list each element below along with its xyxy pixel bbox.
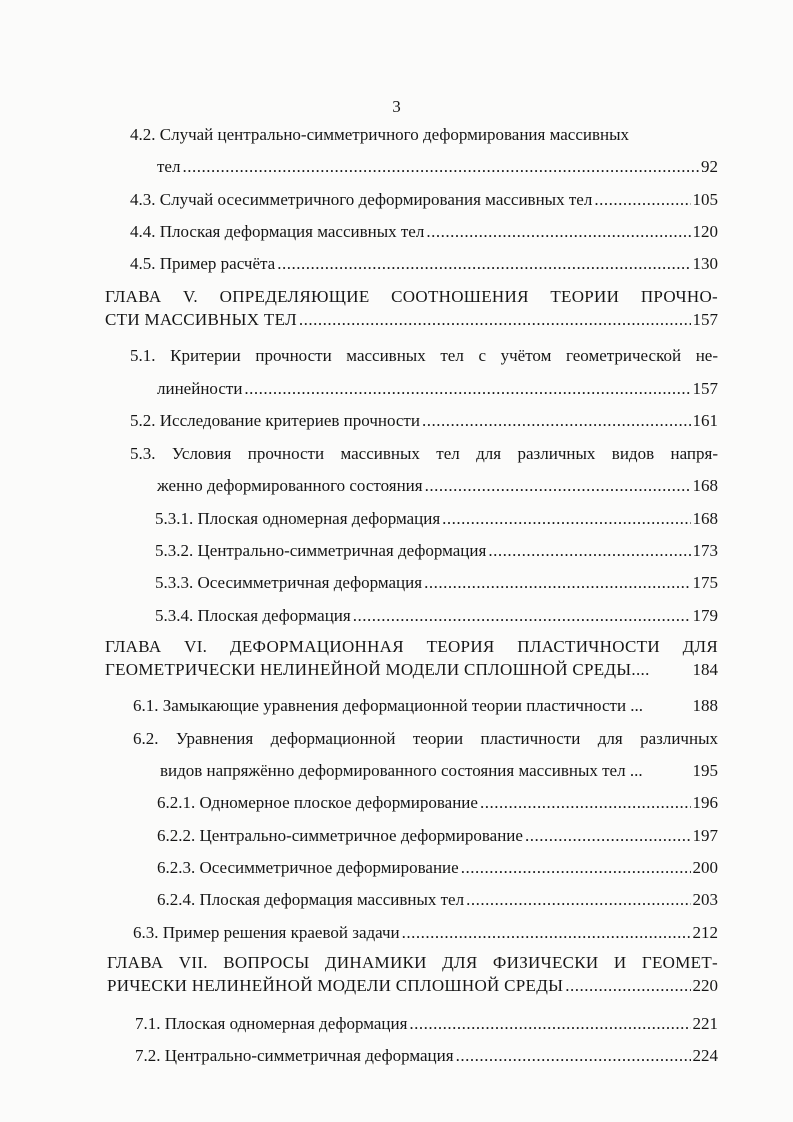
toc-chapter-5-line1: ГЛАВА V. ОПРЕДЕЛЯЮЩИЕ СООТНОШЕНИЯ ТЕОРИИ ПРОЧНО- (105, 287, 718, 306)
toc-entry-5-3-3[interactable] (155, 572, 718, 594)
toc-page-number: 175 (692, 573, 718, 592)
toc-entry-4-2-line1: 4.2. Случай центрально-симметричного деформирования массивных (130, 125, 630, 144)
toc-chapter-6[interactable] (105, 659, 718, 681)
dot-leader (182, 156, 699, 178)
toc-entry-title: 4.3. Случай осесимметричного деформирования массивных тел (130, 190, 593, 209)
toc-entry-title: 5.2. Исследование критериев прочности (130, 411, 420, 430)
toc-entry-title: 6.2.2. Центрально-симметричное деформирование (157, 826, 523, 845)
toc-page-number: 168 (692, 476, 718, 495)
toc-entry-4-2[interactable] (157, 156, 718, 178)
dot-leader (565, 975, 690, 997)
toc-entry-title: 6.2.1. Одномерное плоское деформирование (157, 793, 478, 812)
toc-page-number: 105 (692, 190, 718, 209)
toc-page-number: 212 (692, 923, 718, 942)
toc-entry-5-1-line1: 5.1. Критерии прочности массивных тел с учётом геометрической не- (130, 346, 718, 365)
dot-leader (402, 922, 691, 944)
toc-page-number: 224 (692, 1046, 718, 1065)
toc-entry-4-4[interactable] (130, 221, 718, 243)
dot-leader (442, 508, 690, 530)
toc-chapter-7-line1: ГЛАВА VII. ВОПРОСЫ ДИНАМИКИ ДЛЯ ФИЗИЧЕСКИ И ГЕОМЕТ- (107, 953, 718, 972)
toc-page-number: 195 (692, 761, 718, 780)
toc-entry-5-1[interactable] (157, 378, 718, 400)
toc-page-number: 203 (692, 890, 718, 909)
toc-entry-6-2-4[interactable] (157, 889, 718, 911)
toc-page-number: 184 (692, 660, 718, 679)
toc-chapter-7[interactable] (107, 975, 718, 997)
dot-leader (244, 378, 690, 400)
toc-entry-6-2-line1: 6.2. Уравнения деформационной теории пластичности для различных (133, 729, 718, 748)
toc-entry-5-2[interactable] (130, 410, 718, 432)
toc-entry-4-5[interactable] (130, 253, 718, 275)
toc-page-number: 196 (692, 793, 718, 812)
toc-entry-title: 7.2. Центрально-симметричная деформация (135, 1046, 454, 1065)
toc-chapter-5[interactable] (105, 309, 718, 331)
toc-entry-title: 6.2.4. Плоская деформация массивных тел (157, 890, 465, 909)
toc-entry-4-3[interactable] (130, 189, 718, 211)
toc-page-number: 168 (692, 509, 718, 528)
toc-entry-5-3-1[interactable] (155, 508, 718, 530)
toc-entry-7-2[interactable] (135, 1045, 718, 1067)
toc-entry-title: 6.1. Замыкающие уравнения деформационной теории пластичности ... (133, 696, 644, 715)
toc-entry-title: тел (157, 157, 181, 176)
dot-leader (277, 253, 690, 275)
toc-entry-5-3-4[interactable] (155, 605, 718, 627)
toc-entry-title: ГЕОМЕТРИЧЕСКИ НЕЛИНЕЙНОЙ МОДЕЛИ СПЛОШНОЙ СРЕДЫ.... (105, 660, 650, 679)
toc-entry-title: 5.3.4. Плоская деформация (155, 606, 351, 625)
toc-entry-6-2[interactable] (160, 760, 718, 782)
toc-page-number: 92 (701, 157, 718, 176)
toc-entry-title: 4.5. Пример расчёта (130, 254, 276, 273)
toc-entry-title: 5.3.3. Осесимметричная деформация (155, 573, 423, 592)
toc-chapter-6-line1: ГЛАВА VI. ДЕФОРМАЦИОННАЯ ТЕОРИЯ ПЛАСТИЧНОСТИ ДЛЯ (105, 637, 718, 656)
dot-leader (424, 572, 690, 594)
toc-page-number: 197 (692, 826, 718, 845)
toc-page-number: 179 (692, 606, 718, 625)
dot-leader (461, 857, 691, 879)
toc-entry-title: женно деформированного состояния (157, 476, 423, 495)
dot-leader (525, 825, 691, 847)
toc-entry-title: 4.4. Плоская деформация массивных тел (130, 222, 425, 241)
dot-leader (426, 221, 690, 243)
toc-page-number: 157 (692, 379, 718, 398)
toc-entry-5-3-line1: 5.3. Условия прочности массивных тел для различных видов напря- (130, 444, 718, 463)
toc-entry-title: СТИ МАССИВНЫХ ТЕЛ (105, 310, 297, 329)
page-number: 3 (392, 97, 401, 116)
toc-page-number: 120 (692, 222, 718, 241)
toc-entry-6-3[interactable] (133, 922, 718, 944)
toc-page-number: 173 (692, 541, 718, 560)
toc-entry-6-2-1[interactable] (157, 792, 718, 814)
toc-page-number: 188 (692, 696, 718, 715)
toc-page-number: 130 (692, 254, 718, 273)
toc-entry-title: 6.3. Пример решения краевой задачи (133, 923, 400, 942)
toc-entry-6-1[interactable] (133, 695, 718, 717)
dot-leader (353, 605, 691, 627)
toc-entry-6-2-2[interactable] (157, 825, 718, 847)
dot-leader (456, 1045, 691, 1067)
dot-leader (422, 410, 691, 432)
dot-leader (299, 309, 691, 331)
dot-leader (480, 792, 691, 814)
toc-entry-title: РИЧЕСКИ НЕЛИНЕЙНОЙ МОДЕЛИ СПЛОШНОЙ СРЕДЫ (107, 976, 564, 995)
dot-leader (466, 889, 690, 911)
toc-page-number: 161 (692, 411, 718, 430)
toc-entry-title: 6.2.3. Осесимметричное деформирование (157, 858, 459, 877)
toc-entry-title: 7.1. Плоская одномерная деформация (135, 1014, 408, 1033)
toc-entry-title: линейности (157, 379, 243, 398)
toc-page-number: 220 (692, 976, 718, 995)
toc-entry-title: 5.3.1. Плоская одномерная деформация (155, 509, 441, 528)
toc-entry-6-2-3[interactable] (157, 857, 718, 879)
toc-entry-title: 5.3.2. Центрально-симметричная деформация (155, 541, 487, 560)
toc-entry-title: видов напряжённо деформированного состояния массивных тел ... (160, 761, 643, 780)
toc-entry-5-3[interactable] (157, 475, 718, 497)
toc-page-number: 157 (692, 310, 718, 329)
toc-entry-5-3-2[interactable] (155, 540, 718, 562)
toc-page-number: 221 (692, 1014, 718, 1033)
dot-leader (594, 189, 690, 211)
toc-entry-7-1[interactable] (135, 1013, 718, 1035)
dot-leader (425, 475, 691, 497)
dot-leader (488, 540, 690, 562)
dot-leader (409, 1013, 690, 1035)
toc-page-number: 200 (692, 858, 718, 877)
